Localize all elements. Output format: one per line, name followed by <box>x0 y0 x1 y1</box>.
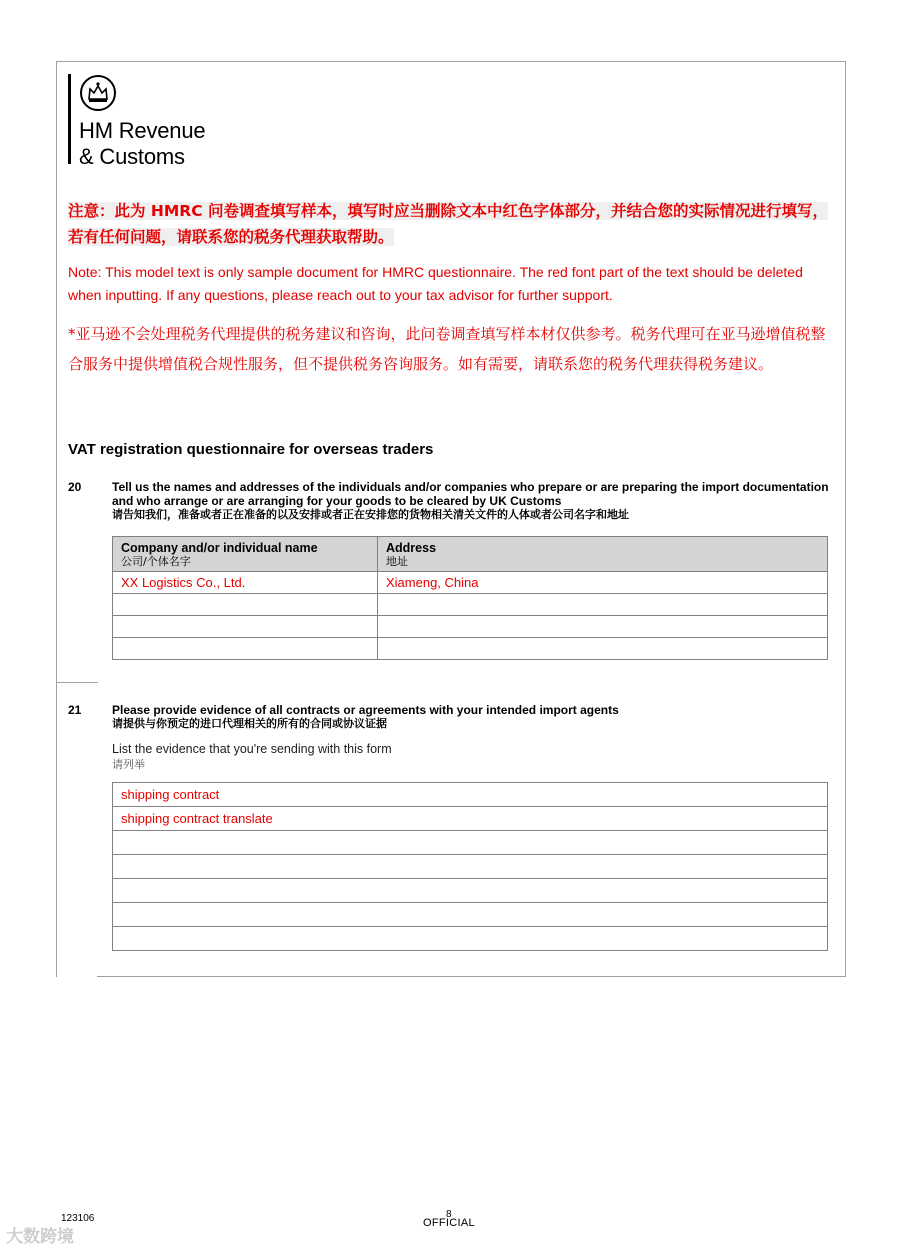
table-row <box>113 572 828 594</box>
importers-table <box>112 536 828 660</box>
evidence-hint-en: List the evidence that you're sending with this form <box>112 742 392 756</box>
question-20-text-cn: 请告知我们，准备或者正在准备的以及安排或者正在安排您的货物相关清关文件的人体或者公司名字和地址 <box>112 508 629 521</box>
page-frame-left <box>56 61 57 977</box>
form-title: VAT registration questionnaire for overseas traders <box>68 441 434 458</box>
footer-classification: OFFICIAL <box>423 1217 475 1229</box>
column-header-name <box>113 537 378 572</box>
question-20-text <box>112 480 834 522</box>
question-21-text <box>112 703 834 731</box>
column-header-address-cn: 地址 <box>386 555 408 568</box>
column-header-name-en: Company and/or individual name <box>121 541 318 555</box>
royal-crest-icon <box>79 74 117 112</box>
evidence-table <box>112 782 828 951</box>
column-header-address-en: Address <box>386 541 437 555</box>
question-21-text-cn: 请提供与你预定的进口代理相关的所有的合同或协议证据 <box>112 717 387 730</box>
table-row <box>113 903 828 927</box>
question-21-text-en: Please provide evidence of all contracts or agreements with your intended import agents <box>112 703 619 717</box>
question-20-number: 20 <box>68 480 82 494</box>
footer-page-number: 8 <box>446 1209 452 1220</box>
page-frame-top <box>56 61 846 62</box>
question-20-text-en: Tell us the names and addresses of the individuals and/or companies who prepare or are preparing the import documentation and who arrange or are arranging for your goods to be cleared by UK Customs <box>112 480 829 508</box>
address-field[interactable] <box>378 594 828 616</box>
evidence-field[interactable] <box>113 903 828 927</box>
table-row <box>113 594 828 616</box>
address-field[interactable] <box>378 638 828 660</box>
evidence-field[interactable] <box>113 855 828 879</box>
column-header-name-cn: 公司/个体名字 <box>121 555 191 568</box>
evidence-field[interactable] <box>113 831 828 855</box>
company-name-field[interactable] <box>113 638 378 660</box>
note-chinese-header: 注意：此为 HMRC 问卷调查填写样本，填写时应当删除文本中红色字体部分，并结合您的实际情况进行填写，若有任何问题，请联系您的税务代理获取帮助。 <box>68 202 829 246</box>
table-row <box>113 807 828 831</box>
table-row <box>113 616 828 638</box>
table-row <box>113 879 828 903</box>
company-name-field[interactable] <box>113 594 378 616</box>
note-english: Note: This model text is only sample document for HMRC questionnaire. The red font part of the text should be deleted when inputting. If any questions, please reach out to your tax advisor for further support. <box>68 264 803 303</box>
evidence-hint-cn: 请列举 <box>112 758 145 771</box>
page-frame-right <box>845 61 846 977</box>
logo-rule <box>68 74 71 164</box>
table-row <box>113 638 828 660</box>
logo-text-line1: HM Revenue <box>79 118 206 143</box>
section-separator <box>56 682 98 683</box>
table-header-row <box>113 537 828 572</box>
table-row <box>113 783 828 807</box>
logo-text-line2: & Customs <box>79 144 185 169</box>
address-field[interactable] <box>378 616 828 638</box>
column-header-address <box>378 537 828 572</box>
evidence-field[interactable]: shipping contract translate <box>113 807 828 831</box>
table-row <box>113 927 828 951</box>
evidence-hint <box>112 741 392 773</box>
company-name-field[interactable] <box>113 616 378 638</box>
evidence-field[interactable] <box>113 927 828 951</box>
note-chinese-disclaimer: *亚马逊不会处理税务代理提供的税务建议和咨询，此问卷调查填写样本材仅供参考。税务代理可在亚马逊增值税整合服务中提供增值税合规性服务，但不提供税务咨询服务。如有需要，请联系您的税务代理获得税务建议。 <box>68 325 826 373</box>
watermark: 大数跨境 <box>6 1227 74 1247</box>
company-name-field[interactable]: XX Logistics Co., Ltd. <box>113 572 378 594</box>
evidence-field[interactable] <box>113 879 828 903</box>
evidence-field[interactable]: shipping contract <box>113 783 828 807</box>
footer-form-code: 123106 <box>61 1213 95 1224</box>
table-row <box>113 855 828 879</box>
page-frame-bottom <box>97 976 846 977</box>
question-21-number: 21 <box>68 703 82 717</box>
address-field[interactable]: Xiameng, China <box>378 572 828 594</box>
table-row <box>113 831 828 855</box>
